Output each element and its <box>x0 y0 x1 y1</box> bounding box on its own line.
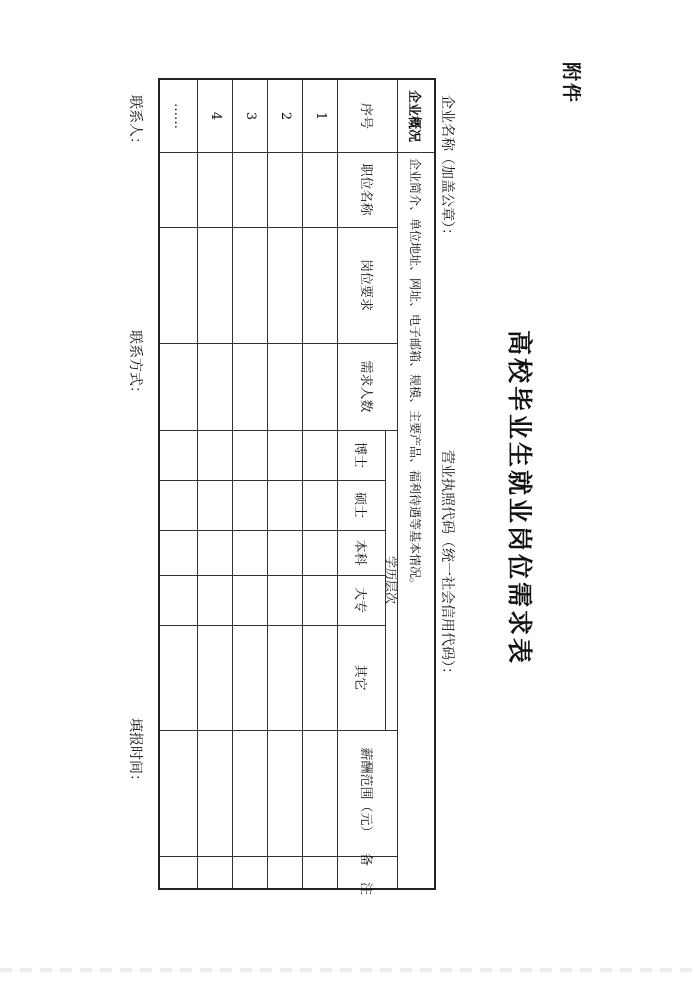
row-serial-4: 4 <box>208 111 223 121</box>
fill-time-label: 填报时间： <box>127 718 143 788</box>
edu-master-header: 硕士 <box>352 491 368 518</box>
headcount-header: 需求人数 <box>358 360 374 413</box>
page-title: 高校毕业生就业岗位需求表 <box>505 330 534 667</box>
job-demand-table <box>158 78 436 896</box>
contact-person-label: 联系人： <box>127 95 143 151</box>
edu-doctorate-header: 博士 <box>352 441 368 468</box>
company-overview-label: 企业概况 <box>406 89 422 142</box>
attachment-label: 附件 <box>560 62 582 105</box>
row-serial-3: 3 <box>243 111 258 121</box>
company-name-label: 企业名称（加盖公章）： <box>439 95 455 242</box>
position-name-header: 职位名称 <box>358 163 374 216</box>
note-header-char-2: 注 <box>358 882 374 896</box>
edu-other-header: 其它 <box>352 664 368 691</box>
contact-method-label: 联系方式： <box>127 330 143 400</box>
note-header-char-1: 备 <box>358 852 374 866</box>
serial-header: 序号 <box>358 102 374 129</box>
scan-edge-artifact <box>0 968 694 972</box>
education-level-header: 学历层次 <box>384 555 399 604</box>
note-header <box>338 852 398 896</box>
company-overview-text: 企业简介、单位地址、网址、电子邮箱、规模、主要产品、福利待遇等基本情况。 <box>408 158 423 591</box>
salary-range-header: 薪酬范围（元） <box>358 747 374 839</box>
job-requirements-header: 岗位要求 <box>358 258 374 311</box>
row-serial-2: 2 <box>278 111 293 121</box>
license-code-label: 营业执照代码（统一社会信用代码）： <box>439 450 455 681</box>
row-serial-1: 1 <box>313 111 328 121</box>
edu-bachelor-header: 本科 <box>352 539 368 566</box>
row-serial-ellipsis: …… <box>171 103 187 129</box>
edu-college-header: 大专 <box>352 586 368 613</box>
